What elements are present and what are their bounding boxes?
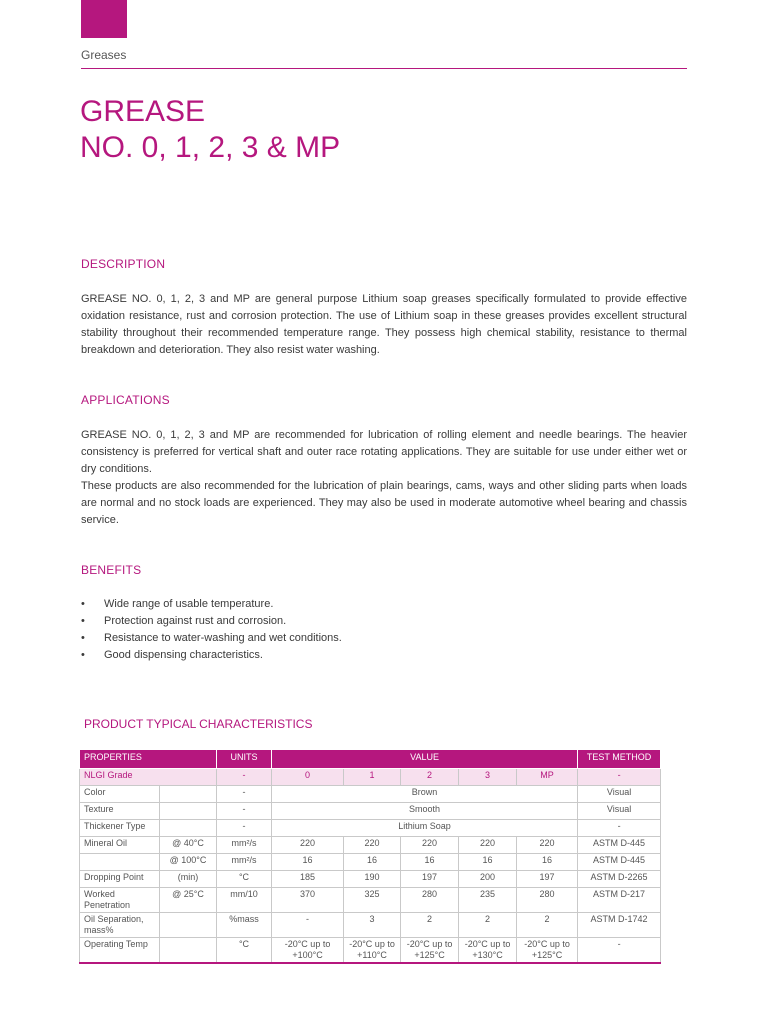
table-row-mineral-oil-100 (80, 854, 661, 871)
condition-cell (160, 938, 217, 964)
applications-text-2: These products are also recommended for the lubrication of plain bearings, cams, ways and other sliding parts when loads are normal and no stock loads are experienced. They may also be used in moderate automotive wheel bearing and chassis service. (81, 480, 687, 526)
unit-cell: °C (217, 871, 272, 888)
page-title (80, 94, 340, 166)
table-row-dropping-point (80, 871, 661, 888)
property-label: Operating Temp (80, 938, 160, 964)
value-cell: 220 (401, 837, 459, 854)
unit-cell: °C (217, 938, 272, 964)
method-cell: ASTM D-445 (578, 854, 661, 871)
header-value: VALUE (272, 750, 578, 769)
grade-cell: 1 (344, 769, 401, 786)
property-label: Oil Separation, mass% (80, 913, 160, 938)
method-cell: ASTM D-217 (578, 888, 661, 913)
value-cell: 370 (272, 888, 344, 913)
header-test-method: TEST METHOD (578, 750, 661, 769)
value-cell: -20°C up to +110°C (344, 938, 401, 964)
condition-cell (160, 820, 217, 837)
value-cell: 280 (401, 888, 459, 913)
title-line-2: NO. 0, 1, 2, 3 & MP (80, 131, 341, 164)
value-cell: Lithium Soap (272, 820, 578, 837)
value-cell: -20°C up to +100°C (272, 938, 344, 964)
method-cell: - (578, 769, 661, 786)
table-row-oil-separation (80, 913, 661, 938)
table-row-texture (80, 803, 661, 820)
property-label: Worked Penetration (80, 888, 160, 913)
table-row-worked-penetration (80, 888, 661, 913)
unit-cell: - (217, 803, 272, 820)
value-cell: 16 (459, 854, 517, 871)
table-row-operating-temp (80, 938, 661, 964)
section-tab-marker (81, 0, 127, 38)
value-cell: -20°C up to +125°C (401, 938, 459, 964)
benefits-heading: BENEFITS (81, 563, 142, 577)
unit-cell: mm²/s (217, 854, 272, 871)
applications-heading: APPLICATIONS (81, 393, 170, 407)
method-cell: ASTM D-2265 (578, 871, 661, 888)
table-row-mineral-oil-40 (80, 837, 661, 854)
value-cell: 2 (517, 913, 578, 938)
grade-cell: 3 (459, 769, 517, 786)
method-cell: - (578, 820, 661, 837)
condition-cell (160, 803, 217, 820)
value-cell: 280 (517, 888, 578, 913)
value-cell: 197 (401, 871, 459, 888)
description-text: GREASE NO. 0, 1, 2, 3 and MP are general purpose Lithium soap greases specifically formulated to provide effective oxidation resistance, rust and corrosion protection. The use of Lithium soap in these greases provides excellent structural stability throughout their recommended temperature range. They possess high chemical stability, resistance to thermal breakdown and deterioration. They also resist water washing. (81, 293, 687, 356)
unit-cell: - (217, 769, 272, 786)
description-heading: DESCRIPTION (81, 257, 166, 271)
characteristics-table (79, 749, 661, 964)
value-cell: 16 (272, 854, 344, 871)
grade-cell: 2 (401, 769, 459, 786)
condition-cell: (min) (160, 871, 217, 888)
property-label: Thickener Type (80, 820, 160, 837)
header-units: UNITS (217, 750, 272, 769)
property-label: Dropping Point (80, 871, 160, 888)
condition-cell: @ 40°C (160, 837, 217, 854)
benefit-item: • Protection against rust and corrosion. (81, 613, 342, 630)
benefit-item: • Resistance to water-washing and wet conditions. (81, 630, 342, 647)
property-label: NLGI Grade (80, 769, 217, 786)
benefits-list (81, 596, 342, 664)
value-cell: 16 (344, 854, 401, 871)
header-properties: PROPERTIES (80, 750, 217, 769)
benefit-item: • Good dispensing characteristics. (81, 647, 342, 664)
value-cell: -20°C up to +125°C (517, 938, 578, 964)
table-row-thickener (80, 820, 661, 837)
property-label (80, 854, 160, 871)
grade-cell: 0 (272, 769, 344, 786)
header-divider (81, 68, 687, 69)
property-label: Texture (80, 803, 160, 820)
value-cell: 325 (344, 888, 401, 913)
property-label: Color (80, 786, 160, 803)
title-line-1: GREASE (80, 95, 206, 128)
value-cell: 235 (459, 888, 517, 913)
method-cell: ASTM D-445 (578, 837, 661, 854)
unit-cell: mm/10 (217, 888, 272, 913)
method-cell: - (578, 938, 661, 964)
value-cell: 220 (517, 837, 578, 854)
unit-cell: - (217, 786, 272, 803)
value-cell: 2 (401, 913, 459, 938)
unit-cell: - (217, 820, 272, 837)
value-cell: 16 (401, 854, 459, 871)
table-row-nlgi (80, 769, 661, 786)
value-cell: Brown (272, 786, 578, 803)
unit-cell: mm²/s (217, 837, 272, 854)
condition-cell: @ 25°C (160, 888, 217, 913)
grade-cell: MP (517, 769, 578, 786)
value-cell: 2 (459, 913, 517, 938)
value-cell: 190 (344, 871, 401, 888)
condition-cell: @ 100°C (160, 854, 217, 871)
value-cell: 200 (459, 871, 517, 888)
value-cell: 3 (344, 913, 401, 938)
value-cell: 220 (272, 837, 344, 854)
unit-cell: %mass (217, 913, 272, 938)
method-cell: ASTM D-1742 (578, 913, 661, 938)
condition-cell (160, 786, 217, 803)
characteristics-heading: PRODUCT TYPICAL CHARACTERISTICS (84, 717, 313, 731)
value-cell: 220 (344, 837, 401, 854)
value-cell: -20°C up to +130°C (459, 938, 517, 964)
benefit-item: • Wide range of usable temperature. (81, 596, 342, 613)
applications-text-1: GREASE NO. 0, 1, 2, 3 and MP are recommended for lubrication of rolling element and needle bearings. The heavier consistency is preferred for vertical shaft and outer race rotating applications. They are suitable for use under either wet or dry conditions. (81, 429, 687, 475)
condition-cell (160, 913, 217, 938)
value-cell: 185 (272, 871, 344, 888)
method-cell: Visual (578, 786, 661, 803)
table-header-row (80, 750, 661, 769)
property-label: Mineral Oil (80, 837, 160, 854)
table-row-color (80, 786, 661, 803)
value-cell: 220 (459, 837, 517, 854)
value-cell: - (272, 913, 344, 938)
value-cell: 197 (517, 871, 578, 888)
value-cell: 16 (517, 854, 578, 871)
section-label: Greases (81, 48, 127, 62)
value-cell: Smooth (272, 803, 578, 820)
method-cell: Visual (578, 803, 661, 820)
